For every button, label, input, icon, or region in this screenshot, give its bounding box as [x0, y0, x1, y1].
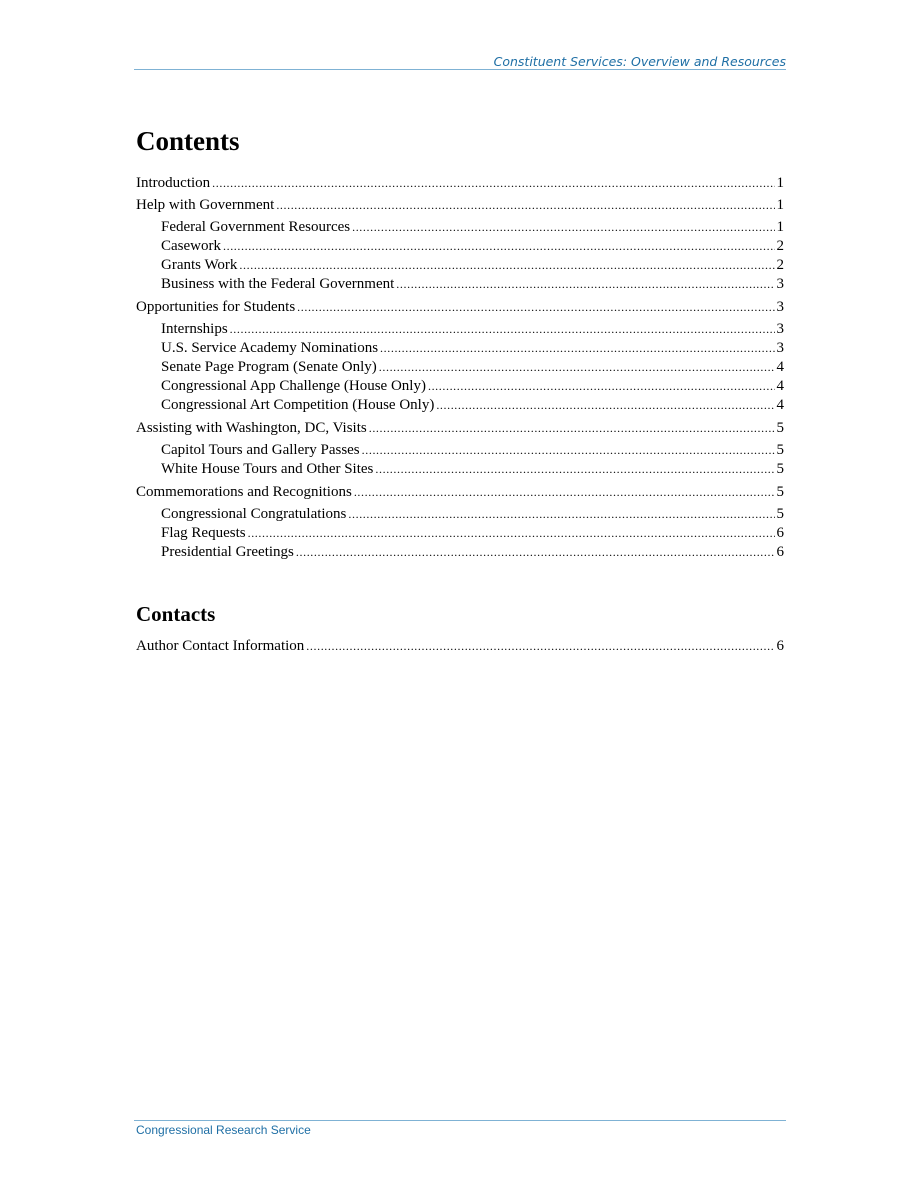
toc-entry-page: 3: [776, 276, 784, 292]
toc-entry-page: 3: [776, 340, 784, 356]
dot-leader: [297, 298, 774, 317]
toc-entry-page: 6: [776, 638, 784, 654]
toc-entry-page: 3: [776, 299, 784, 315]
dot-leader: [230, 320, 775, 339]
toc-entry-page: 4: [776, 378, 784, 394]
toc-entry-page: 1: [776, 197, 784, 213]
toc-entry-page: 6: [776, 525, 784, 541]
toc-entry-flag-requests[interactable]: [136, 524, 784, 543]
header-divider: [134, 69, 786, 70]
toc-entry-label: Grants Work: [161, 257, 238, 273]
toc-entry-label: Flag Requests: [161, 525, 246, 541]
toc-entry-grants-work[interactable]: [136, 256, 784, 275]
dot-leader: [436, 396, 774, 415]
toc-entry-page: 1: [776, 219, 784, 235]
toc-entry-casework[interactable]: [136, 237, 784, 256]
toc-entry-presidential-greetings[interactable]: [136, 543, 784, 562]
toc-entry-label: Author Contact Information: [136, 638, 305, 654]
dot-leader: [306, 637, 774, 656]
toc-entry-page: 4: [776, 359, 784, 375]
toc-entry-opportunities-for-students[interactable]: [136, 298, 784, 317]
toc-entry-introduction[interactable]: [136, 174, 784, 193]
running-footer: Congressional Research Service: [136, 1123, 311, 1137]
toc-entry-page: 4: [776, 397, 784, 413]
toc-entry-business-with-federal-government[interactable]: [136, 275, 784, 294]
toc-entry-label: Internships: [161, 321, 228, 337]
contacts-heading: Contacts: [136, 602, 216, 626]
toc-entry-page: 5: [776, 484, 784, 500]
dot-leader: [352, 218, 774, 237]
dot-leader: [428, 377, 775, 396]
toc-entry-page: 5: [776, 442, 784, 458]
toc-entry-label: Congressional Art Competition (House Only): [161, 397, 435, 413]
toc-entry-label: Capitol Tours and Gallery Passes: [161, 442, 360, 458]
toc-entry-label: Presidential Greetings: [161, 544, 294, 560]
toc-entry-congressional-congratulations[interactable]: [136, 505, 784, 524]
dot-leader: [375, 460, 774, 479]
toc-entry-page: 2: [776, 238, 784, 254]
toc-entry-label: Opportunities for Students: [136, 299, 296, 315]
dot-leader: [396, 275, 774, 294]
dot-leader: [369, 419, 775, 438]
footer-divider: [134, 1120, 786, 1121]
toc-entry-author-contact-information[interactable]: [136, 637, 784, 656]
toc-entry-label: Casework: [161, 238, 221, 254]
toc-entry-page: 2: [776, 257, 784, 273]
toc-entry-service-academy-nominations[interactable]: [136, 339, 784, 358]
toc-entry-page: 5: [776, 420, 784, 436]
dot-leader: [380, 339, 774, 358]
dot-leader: [223, 237, 775, 256]
toc-entry-internships[interactable]: [136, 320, 784, 339]
toc-entry-label: Congressional Congratulations: [161, 506, 347, 522]
dot-leader: [379, 358, 775, 377]
toc-entry-label: Senate Page Program (Senate Only): [161, 359, 377, 375]
toc-entry-label: Commemorations and Recognitions: [136, 484, 352, 500]
contents-list: [136, 174, 784, 574]
toc-entry-label: White House Tours and Other Sites: [161, 461, 374, 477]
dot-leader: [354, 483, 775, 502]
toc-entry-capitol-tours[interactable]: [136, 441, 784, 460]
contacts-list: [136, 637, 784, 659]
toc-entry-page: 6: [776, 544, 784, 560]
dot-leader: [276, 196, 774, 215]
toc-entry-page: 1: [776, 175, 784, 191]
dot-leader: [212, 174, 774, 193]
toc-entry-washington-dc-visits[interactable]: [136, 419, 784, 438]
dot-leader: [348, 505, 774, 524]
toc-entry-label: Federal Government Resources: [161, 219, 351, 235]
toc-entry-congressional-app-challenge[interactable]: [136, 377, 784, 396]
toc-entry-label: Business with the Federal Government: [161, 276, 395, 292]
toc-entry-label: Help with Government: [136, 197, 275, 213]
toc-entry-help-with-government[interactable]: [136, 196, 784, 215]
toc-entry-federal-government-resources[interactable]: [136, 218, 784, 237]
dot-leader: [362, 441, 775, 460]
toc-entry-congressional-art-competition[interactable]: [136, 396, 784, 415]
running-header: Constituent Services: Overview and Resources: [493, 54, 786, 69]
toc-entry-page: 5: [776, 506, 784, 522]
toc-entry-label: U.S. Service Academy Nominations: [161, 340, 379, 356]
dot-leader: [239, 256, 774, 275]
dot-leader: [248, 524, 775, 543]
toc-entry-commemorations-and-recognitions[interactable]: [136, 483, 784, 502]
toc-entry-label: Introduction: [136, 175, 211, 191]
toc-entry-page: 5: [776, 461, 784, 477]
contents-heading: Contents: [136, 126, 240, 156]
toc-entry-senate-page-program[interactable]: [136, 358, 784, 377]
toc-entry-white-house-tours[interactable]: [136, 460, 784, 479]
dot-leader: [296, 543, 775, 562]
toc-entry-label: Congressional App Challenge (House Only): [161, 378, 426, 394]
toc-entry-page: 3: [776, 321, 784, 337]
toc-entry-label: Assisting with Washington, DC, Visits: [136, 420, 367, 436]
